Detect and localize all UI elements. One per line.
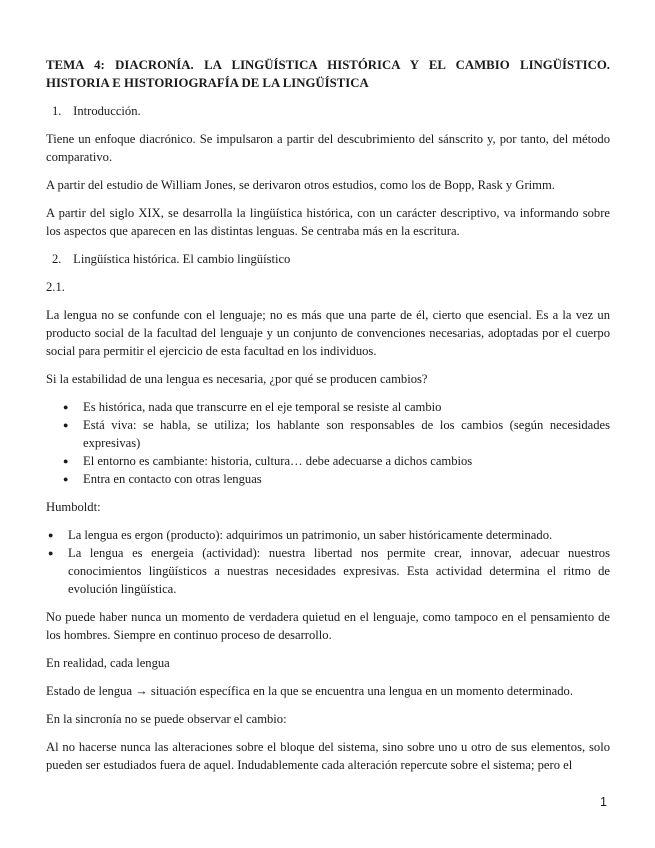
section-1-number: 1. (52, 104, 62, 118)
list-item: ● Entra en contacto con otras lenguas (46, 470, 610, 488)
paragraph: A partir del siglo XIX, se desarrolla la lingüística histórica, con un carácter descriptivo, va informando sobre los aspectos que aparecen en las distintas lenguas. Se centraba más en la escritura. (46, 206, 610, 238)
paragraph: No puede haber nunca un momento de verdadera quietud en el lenguaje, como tampoco en el pensamiento de los hombres. Siempre en continuo proceso de desarrollo. (46, 610, 610, 642)
paragraph: En la sincronía no se puede observar el cambio: (46, 712, 287, 726)
section-2-number: 2. (52, 252, 62, 266)
list-item: ● El entorno es cambiante: historia, cultura… debe adecuarse a dichos cambios (46, 452, 610, 470)
title-line-2: HISTORIA E HISTORIOGRAFÍA DE LA LINGÜÍSTICA (46, 76, 369, 90)
paragraph: En realidad, cada lengua (46, 656, 170, 670)
question-text: Si la estabilidad de una lengua es necesaria, ¿por qué se producen cambios? (46, 372, 428, 386)
reasons-list (46, 398, 610, 488)
list-item: ● Está viva: se habla, se utiliza; los hablante son responsables de los cambios (según necesidades expresivas) (46, 416, 610, 452)
paragraph: La lengua no se confunde con el lenguaje; no es más que una parte de él, cierto que esencial. Es a la vez un producto social de la facultad del lenguaje y un conjunto de convenciones necesarias, adoptadas por el cuerpo social para permitir el ejercicio de esta facultad en los individuos. (46, 308, 610, 358)
humboldt-label: Humboldt: (46, 500, 101, 514)
list-item: ● Es histórica, nada que transcurre en el eje temporal se resiste al cambio (46, 398, 610, 416)
section-1-heading (46, 102, 610, 120)
list-item: ● La lengua es ergon (producto): adquirimos un patrimonio, un saber históricamente determinado. (46, 526, 610, 544)
section-1-title: Introducción. (73, 104, 141, 118)
title-line-1: TEMA 4: DIACRONÍA. LA LINGÜÍSTICA HISTÓRICA Y EL CAMBIO LINGÜÍSTICO. (46, 58, 610, 72)
document-page (46, 56, 610, 784)
document-title (46, 56, 610, 92)
humboldt-list (46, 526, 610, 598)
page-number: 1 (600, 795, 607, 809)
section-2-heading (46, 250, 610, 268)
paragraph: Tiene un enfoque diacrónico. Se impulsaron a partir del descubrimiento del sánscrito y, por tanto, del método comparativo. (46, 132, 610, 164)
paragraph: Al no hacerse nunca las alteraciones sobre el bloque del sistema, sino sobre uno u otro de sus elementos, solo pueden ser estudiados fuera de aquel. Indudablemente cada alteración repercute sobre el sistema; pero el (46, 740, 610, 772)
paragraph: Estado de lengua → situación específica en la que se encuentra una lengua en un momento determinado. (46, 684, 573, 698)
paragraph: A partir del estudio de William Jones, se derivaron otros estudios, como los de Bopp, Rask y Grimm. (46, 178, 555, 192)
list-item: ● La lengua es energeia (actividad): nuestra libertad nos permite crear, innovar, adecuar nuestros conocimientos lingüísticos a nuestras necesidades expresivas. Esta actividad determina el ritmo de evolución lingüística. (46, 544, 610, 598)
subsection-number: 2.1. (46, 280, 65, 294)
section-2-title: Lingüística histórica. El cambio lingüístico (73, 252, 291, 266)
